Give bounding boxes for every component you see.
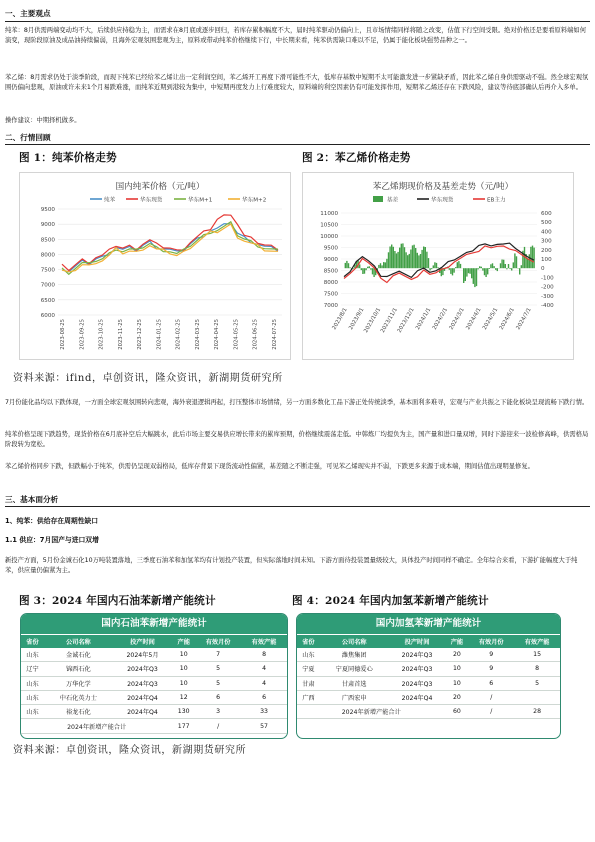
figure-1-caption: 图 1：纯苯价格走势 bbox=[19, 152, 117, 164]
legend-label: 华东现货 bbox=[140, 197, 163, 204]
table-cell: 2024年5月 bbox=[113, 648, 172, 662]
table-total-row bbox=[21, 719, 287, 733]
basis-bar bbox=[385, 262, 386, 268]
basis-bar bbox=[450, 268, 451, 274]
table-cell: 10 bbox=[445, 662, 468, 676]
basis-bar bbox=[426, 252, 427, 269]
basis-bar bbox=[514, 253, 515, 268]
y-tick-label: 8000 bbox=[40, 252, 55, 259]
basis-bar bbox=[511, 268, 512, 270]
basis-bar bbox=[487, 268, 488, 274]
table-cell: 金诚石化 bbox=[44, 648, 113, 662]
basis-bar bbox=[388, 252, 389, 268]
x-tick-label: 2024-04-25 bbox=[214, 319, 221, 350]
table-title: 国内加氢苯新增产能统计 bbox=[297, 614, 560, 634]
table-header-row bbox=[21, 635, 287, 648]
basis-bar bbox=[509, 268, 510, 269]
basis-bar bbox=[477, 268, 478, 269]
source-note-2: 资料来源：卓创资讯，隆众资讯，新湖期货研究所 bbox=[13, 745, 247, 756]
basis-bar bbox=[500, 263, 501, 268]
x-tick-label: 2024/4/1 bbox=[465, 307, 483, 331]
y-tick-label: 6500 bbox=[40, 297, 55, 304]
paragraph-benzene: 纯苯：8月供需两端变动均不大，后续供应持稳为主，而需求在8月底或逐步回归，若库存累积幅度不大，届时纯苯驱动仍偏向上，且市场情绪同样将随之改变，估值下行空间受限。绝对价格还是要看原料端如何演变，现阶段原油及成品油持续偏弱，且海外宏观氛围悲观为主，原料或带动纯苯价格继续下行，中长期来看，纯苯供需缺口难以不足，仍属于能化板块强势品种之一。 bbox=[5, 27, 587, 44]
x-tick-label: 2024-03-25 bbox=[194, 319, 201, 350]
table-cell: 宁夏同德爱心 bbox=[320, 662, 389, 676]
table-cell: 山东 bbox=[21, 690, 44, 704]
table-cell: 7 bbox=[195, 648, 241, 662]
basis-bar bbox=[527, 259, 528, 268]
paragraph-suggestion: 操作建议：中期择机做多。 bbox=[5, 117, 81, 124]
table-cell: 6 bbox=[468, 676, 514, 690]
table-cell: 山东 bbox=[21, 705, 44, 719]
table-cell: 5 bbox=[195, 662, 241, 676]
basis-bar bbox=[409, 254, 410, 268]
basis-bar bbox=[413, 245, 414, 269]
x-tick-label: 2024-05-25 bbox=[233, 319, 240, 350]
chart-benzene-price bbox=[19, 172, 291, 360]
column-header: 产能 bbox=[445, 635, 468, 648]
basis-bar bbox=[468, 268, 469, 273]
y-tick-label: 9000 bbox=[40, 222, 55, 229]
basis-bar bbox=[396, 253, 397, 268]
basis-bar bbox=[501, 260, 502, 269]
basis-bar bbox=[455, 267, 456, 268]
basis-bar bbox=[417, 253, 418, 268]
section-title-2: 二、行情回顾 bbox=[5, 133, 51, 142]
table-petroleum-benzene bbox=[20, 613, 288, 739]
table-cell: 2024年Q4 bbox=[113, 690, 172, 704]
legend-label: 纯苯 bbox=[104, 197, 116, 204]
basis-bar bbox=[431, 268, 432, 269]
table-header-row bbox=[297, 635, 560, 648]
basis-bar bbox=[423, 247, 424, 269]
column-header: 省份 bbox=[297, 635, 320, 648]
source-note-1: 资料来源：ifind，卓创资讯，隆众资讯，新湖期货研究所 bbox=[13, 373, 283, 384]
basis-bar bbox=[362, 268, 363, 274]
table-row bbox=[21, 690, 287, 704]
table-cell: 5 bbox=[514, 676, 560, 690]
x-tick-label: 2024/6/1 bbox=[498, 307, 517, 331]
table-cell: 10 bbox=[172, 676, 195, 690]
table-cell: 2024年Q3 bbox=[389, 662, 446, 676]
basis-bar bbox=[453, 268, 454, 273]
basis-bar bbox=[373, 268, 374, 277]
table-cell: 57 bbox=[241, 719, 287, 733]
table-cell: 20 bbox=[445, 648, 468, 662]
table-cell: 9 bbox=[468, 662, 514, 676]
basis-bar bbox=[378, 265, 379, 268]
basis-bar bbox=[401, 244, 402, 269]
column-header: 公司名称 bbox=[320, 635, 389, 648]
basis-bar bbox=[391, 245, 392, 269]
basis-bar bbox=[484, 268, 485, 275]
basis-bar bbox=[434, 262, 435, 268]
basis-bar bbox=[521, 265, 522, 268]
basis-bar bbox=[407, 255, 408, 268]
figure-3-caption: 图 3：2024 年国内石油苯新增产能统计 bbox=[19, 595, 216, 607]
column-header: 省份 bbox=[21, 635, 44, 648]
basis-bar bbox=[463, 268, 464, 283]
column-header: 产能 bbox=[172, 635, 195, 648]
basis-bar bbox=[428, 258, 429, 268]
chart-styrene-svg bbox=[303, 173, 575, 361]
basis-bar bbox=[516, 256, 517, 268]
table-cell: 33 bbox=[241, 705, 287, 719]
x-tick-label: 2024/2/1 bbox=[431, 307, 450, 331]
table-cell: 8 bbox=[241, 648, 287, 662]
y-tick-label: 10500 bbox=[320, 222, 338, 229]
y-tick-label: 9000 bbox=[323, 257, 338, 263]
basis-bar bbox=[508, 264, 509, 268]
basis-bar bbox=[485, 268, 486, 277]
y2-tick-label: -100 bbox=[541, 275, 554, 282]
divider bbox=[5, 144, 590, 145]
basis-bar bbox=[476, 268, 477, 286]
table-cell: 3 bbox=[195, 705, 241, 719]
basis-bar bbox=[389, 247, 390, 269]
x-tick-label: 2024-01-25 bbox=[156, 319, 163, 350]
table-cell: 甘肃首选 bbox=[320, 676, 389, 690]
basis-bar bbox=[474, 268, 475, 287]
y2-tick-label: 600 bbox=[541, 211, 552, 217]
table-cell: 2024年新增产能合计 bbox=[21, 719, 172, 733]
y-tick-label: 8000 bbox=[323, 280, 338, 286]
x-tick-label: 2024/3/1 bbox=[448, 307, 466, 331]
basis-bar bbox=[364, 268, 365, 274]
basis-bar bbox=[369, 266, 370, 268]
x-tick-label: 2023-11-25 bbox=[117, 319, 124, 350]
basis-bar bbox=[473, 268, 474, 284]
basis-bar bbox=[482, 268, 483, 270]
table-cell: 中石化英力士 bbox=[44, 690, 113, 704]
table-cell: 潍焦集团 bbox=[320, 648, 389, 662]
y-tick-label: 7000 bbox=[40, 282, 55, 289]
basis-bar bbox=[345, 263, 346, 268]
paragraph-styrene: 苯乙烯：8月需求仍处于淡季阶段，而现下纯苯已经给苯乙烯让出一定利润空间，苯乙烯开工再度下滑可能性不大，低库存基数中短期不太可能激发进一步紧缺矛盾，因此苯乙烯自身供需驱动不强。然全球宏观氛围仍偏向悲观，原油或许未来1个月易跌难涨，而纯苯近期到港较为集中，中短期再度发力上行难度较大，原料端的利空因素仍有可能发挥作用，短期苯乙烯还存在下跌风险，建议等待底部确认后再介入多单。 bbox=[5, 74, 589, 91]
basis-bar bbox=[532, 246, 533, 269]
table-hydro-benzene bbox=[296, 613, 561, 739]
basis-bar bbox=[489, 268, 490, 269]
column-header: 有效月份 bbox=[468, 635, 514, 648]
y2-tick-label: -300 bbox=[541, 293, 554, 300]
y-tick-label: 7500 bbox=[40, 267, 55, 274]
basis-bar bbox=[346, 261, 347, 268]
x-tick-label: 2023/9/1 bbox=[348, 307, 366, 331]
capacity-table bbox=[297, 634, 560, 719]
x-tick-label: 2024-02-25 bbox=[175, 319, 182, 350]
table-cell: 8 bbox=[514, 662, 560, 676]
table-cell: 2024年Q3 bbox=[389, 648, 446, 662]
divider bbox=[5, 21, 590, 22]
basis-bar bbox=[348, 263, 349, 268]
basis-bar bbox=[436, 263, 437, 268]
y-tick-label: 7500 bbox=[323, 291, 338, 298]
basis-bar bbox=[530, 247, 531, 268]
basis-bar bbox=[452, 268, 453, 275]
basis-bar bbox=[497, 268, 498, 271]
legend-swatch bbox=[373, 196, 383, 202]
basis-bar bbox=[506, 268, 507, 269]
x-tick-label: 2023-09-25 bbox=[79, 319, 86, 350]
basis-bar bbox=[519, 268, 520, 274]
column-header: 投产时间 bbox=[113, 635, 172, 648]
table-row bbox=[297, 676, 560, 690]
section-title-1: 一、主要观点 bbox=[5, 9, 51, 18]
table-cell: 20 bbox=[445, 690, 468, 704]
figure-4-caption: 图 4：2024 年国内加氢苯新增产能统计 bbox=[292, 595, 489, 607]
subsubsection-title: 1.1 供应：7月国产与进口双增 bbox=[5, 536, 99, 544]
basis-bar bbox=[529, 254, 530, 268]
table-cell: / bbox=[468, 705, 514, 719]
column-header: 有效月份 bbox=[195, 635, 241, 648]
basis-bar bbox=[457, 262, 458, 268]
basis-bar bbox=[412, 245, 413, 268]
basis-bar bbox=[449, 268, 450, 270]
table-cell: 4 bbox=[241, 662, 287, 676]
table-cell: 2024年Q4 bbox=[113, 705, 172, 719]
basis-bar bbox=[349, 267, 350, 268]
y2-tick-label: 100 bbox=[541, 257, 552, 263]
table-cell: 锦西石化 bbox=[44, 662, 113, 676]
legend-label: 华东M+1 bbox=[188, 197, 213, 204]
paragraph-supply: 新投产方面，5月份金诚石化10万吨装置落地，三季度石油苯和加氢苯均有计划投产装置，但实际落地时间未知。下游方面待投装置量级较大，具体投产时间同样不确定。全年综合来看，下游扩能幅度大于纯苯，供应量仍偏紧为主。 bbox=[5, 557, 578, 574]
basis-bar bbox=[460, 264, 461, 268]
capacity-table bbox=[21, 634, 287, 734]
basis-bar bbox=[402, 243, 403, 268]
y-tick-label: 10000 bbox=[320, 234, 338, 240]
table-row bbox=[21, 705, 287, 719]
y2-tick-label: 200 bbox=[541, 247, 552, 254]
table-row bbox=[21, 662, 287, 676]
y-tick-label: 7000 bbox=[323, 303, 338, 309]
basis-bar bbox=[492, 263, 493, 268]
basis-bar bbox=[404, 247, 405, 268]
table-cell: 28 bbox=[514, 705, 560, 719]
basis-bar bbox=[365, 268, 366, 270]
table-cell: 2024年Q3 bbox=[113, 662, 172, 676]
basis-bar bbox=[370, 268, 371, 270]
table-cell: / bbox=[195, 719, 241, 733]
legend-label: 华东M+2 bbox=[242, 197, 267, 204]
basis-bar bbox=[420, 254, 421, 268]
column-header: 有效产能 bbox=[514, 635, 560, 648]
basis-bar bbox=[367, 267, 368, 269]
y-tick-label: 11000 bbox=[320, 211, 338, 217]
basis-bar bbox=[359, 264, 360, 268]
y-tick-label: 8500 bbox=[323, 268, 338, 275]
basis-bar bbox=[386, 259, 387, 268]
basis-bar bbox=[479, 266, 480, 268]
paragraph-review-3: 苯乙烯价格同步下跌，但跌幅小于纯苯，供需仍呈现双弱格局，低库存背景下现货流动性偏紧，基差随之不断走强，可见苯乙烯现实并不弱，下跌更多来源于成本端，期间估值出现明显修复。 bbox=[5, 463, 534, 470]
y2-tick-label: 0 bbox=[541, 266, 545, 273]
basis-bar bbox=[421, 250, 422, 268]
table-row bbox=[21, 648, 287, 662]
table-cell: 山东 bbox=[21, 676, 44, 690]
basis-bar bbox=[466, 268, 467, 276]
legend-label: EB主力 bbox=[487, 197, 506, 204]
table-total-row bbox=[297, 705, 560, 719]
x-tick-label: 2023/12/1 bbox=[396, 307, 416, 334]
basis-bar bbox=[397, 252, 398, 268]
table-cell: 177 bbox=[172, 719, 195, 733]
column-header: 有效产能 bbox=[241, 635, 287, 648]
table-row bbox=[21, 676, 287, 690]
column-header: 公司名称 bbox=[44, 635, 113, 648]
basis-bar bbox=[394, 251, 395, 268]
x-tick-label: 2023/11/1 bbox=[379, 307, 399, 334]
basis-bar bbox=[505, 264, 506, 268]
y2-tick-label: -400 bbox=[541, 303, 554, 309]
table-cell: 2024年Q3 bbox=[389, 676, 446, 690]
basis-bar bbox=[383, 262, 384, 268]
table-cell: 裕龙石化 bbox=[44, 705, 113, 719]
basis-bar bbox=[361, 268, 362, 270]
x-tick-label: 2024-06-25 bbox=[252, 319, 259, 350]
basis-bar bbox=[465, 268, 466, 281]
table-cell: 9 bbox=[468, 648, 514, 662]
basis-bar bbox=[490, 264, 491, 268]
table-title: 国内石油苯新增产能统计 bbox=[21, 614, 287, 634]
table-cell: 山东 bbox=[21, 648, 44, 662]
basis-bar bbox=[425, 247, 426, 268]
basis-bar bbox=[493, 266, 494, 268]
basis-bar bbox=[513, 262, 514, 268]
table-cell: 广西宏申 bbox=[320, 690, 389, 704]
basis-bar bbox=[503, 260, 504, 269]
basis-bar bbox=[437, 267, 438, 268]
basis-bar bbox=[433, 265, 434, 268]
basis-bar bbox=[471, 268, 472, 278]
x-tick-label: 2023-10-25 bbox=[98, 319, 105, 350]
basis-bar bbox=[495, 268, 496, 270]
table-cell: 10 bbox=[445, 676, 468, 690]
y2-tick-label: 500 bbox=[541, 220, 552, 227]
basis-bar bbox=[469, 268, 470, 274]
x-tick-label: 2024/7/1 bbox=[515, 307, 533, 331]
y2-tick-label: -200 bbox=[541, 284, 554, 291]
table-cell: 6 bbox=[241, 690, 287, 704]
x-tick-label: 2023-08-25 bbox=[60, 319, 66, 350]
x-tick-label: 2024/5/1 bbox=[481, 307, 500, 331]
table-cell: 2024年新增产能合计 bbox=[297, 705, 445, 719]
basis-bar bbox=[418, 255, 419, 268]
table-cell: 10 bbox=[172, 648, 195, 662]
table-cell: 10 bbox=[172, 662, 195, 676]
table-cell: / bbox=[468, 690, 514, 704]
table-cell: 130 bbox=[172, 705, 195, 719]
basis-bar bbox=[458, 261, 459, 268]
x-tick-label: 2023-12-25 bbox=[137, 319, 144, 350]
table-cell: 山东 bbox=[297, 648, 320, 662]
table-cell: 2024年Q3 bbox=[113, 676, 172, 690]
x-tick-label: 2024/1/1 bbox=[415, 307, 433, 331]
table-cell: 辽宁 bbox=[21, 662, 44, 676]
y-tick-label: 9500 bbox=[323, 245, 338, 252]
table-cell bbox=[514, 690, 560, 704]
table-cell: 甘肃 bbox=[297, 676, 320, 690]
basis-bar bbox=[429, 268, 430, 270]
table-cell: 60 bbox=[445, 705, 468, 719]
basis-bar bbox=[405, 252, 406, 268]
table-cell: 万华化学 bbox=[44, 676, 113, 690]
basis-bar bbox=[372, 268, 373, 274]
basis-bar bbox=[481, 267, 482, 269]
legend-label: 华东现货 bbox=[431, 197, 454, 204]
table-cell: 5 bbox=[195, 676, 241, 690]
x-tick-label: 2023/8/1 bbox=[331, 307, 349, 331]
chart-styrene-price bbox=[302, 172, 574, 360]
table-cell: 6 bbox=[195, 690, 241, 704]
chart-benzene-svg bbox=[20, 173, 292, 361]
y-tick-label: 8500 bbox=[40, 237, 55, 244]
table-row bbox=[297, 690, 560, 704]
column-header: 投产时间 bbox=[389, 635, 446, 648]
basis-bar bbox=[393, 247, 394, 268]
chart-title: 苯乙烯期现价格及基差走势（元/吨） bbox=[372, 182, 514, 192]
y2-tick-label: 300 bbox=[541, 238, 552, 245]
y2-tick-label: 400 bbox=[541, 229, 552, 236]
table-row bbox=[297, 662, 560, 676]
y-tick-label: 9500 bbox=[40, 207, 55, 213]
x-tick-label: 2024-07-25 bbox=[272, 319, 278, 350]
basis-bar bbox=[381, 265, 382, 268]
basis-bar bbox=[380, 263, 381, 268]
basis-bar bbox=[415, 248, 416, 268]
divider bbox=[5, 506, 590, 507]
legend-label: 基差 bbox=[387, 197, 399, 204]
table-cell: 15 bbox=[514, 648, 560, 662]
basis-bar bbox=[399, 248, 400, 269]
subsection-title: 1、纯苯：供给存在周期性缺口 bbox=[5, 517, 99, 525]
figure-2-caption: 图 2：苯乙烯价格走势 bbox=[302, 152, 411, 164]
paragraph-review-2: 纯苯价格呈现下跌趋势，现货价格在6月底补空后大幅跳水，此后市场主要交易供应增长带来的累库预期，价格继续震荡走低。中韩炼厂均提负为主，国产量和进口量双增，同时下游迎来一波检修高峰，供需格局阶段转为宽松。 bbox=[5, 431, 589, 448]
basis-bar bbox=[533, 248, 534, 269]
x-tick-label: 2023/10/1 bbox=[363, 307, 383, 334]
table-cell: 4 bbox=[241, 676, 287, 690]
chart-title: 国内纯苯价格（元/吨） bbox=[115, 182, 205, 192]
section-title-3: 三、基本面分析 bbox=[5, 495, 59, 504]
table-cell: 12 bbox=[172, 690, 195, 704]
table-row bbox=[297, 648, 560, 662]
y-tick-label: 6000 bbox=[40, 313, 55, 319]
basis-bar bbox=[410, 250, 411, 269]
paragraph-review-1: 7月份能化品均以下跌体现，一方面全球宏观氛围转向悲观，海外衰退逻辑再起，打压整体市场情绪，另一方面多数化工品下游正处传统淡季，基本面利多难寻，宏观与产业共振之下能化板块呈现流畅下跌行情。 bbox=[5, 399, 589, 406]
table-cell: 宁夏 bbox=[297, 662, 320, 676]
table-cell: 广西 bbox=[297, 690, 320, 704]
table-cell: 2024年Q4 bbox=[389, 690, 446, 704]
